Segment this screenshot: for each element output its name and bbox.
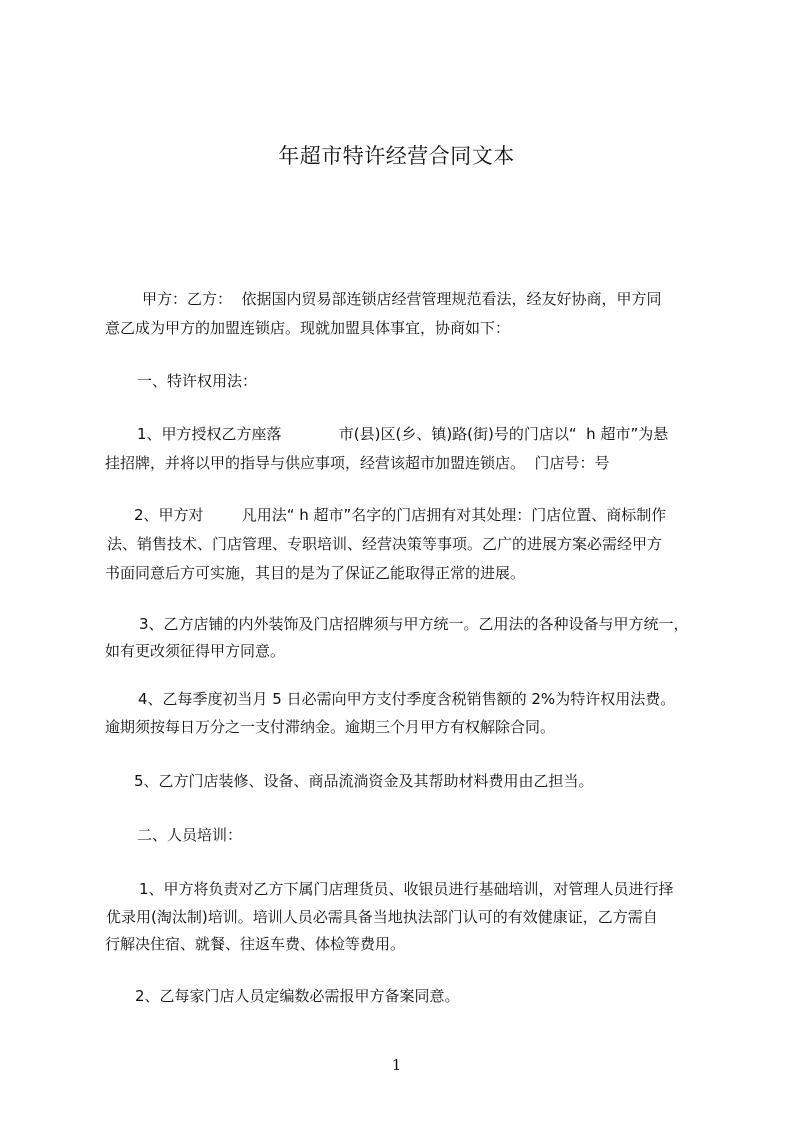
- clause-1-2-line-2: 法、销售技术、门店管理、专职培训、经营决策等事项。乙广的进展方案必需经甲方: [107, 535, 663, 553]
- clause-1-2-line-1: 2、甲方对 凡用法“ h 超市”名字的门店拥有对其处理：门店位置、商标制作: [134, 506, 667, 524]
- clause-1-1-line-2: 挂招牌，并将以甲的指导与供应事项，经营该超市加盟连锁店。 门店号：号: [105, 454, 610, 472]
- clause-1-4-line-1: 4、乙每季度初当月 5 日必需向甲方支付季度含税销售额的 2%为特许权用法费。: [138, 690, 676, 708]
- clause-2-2: 2、乙每家门店人员定编数必需报甲方备案同意。: [135, 987, 460, 1005]
- section-heading-training: 二、人员培训：: [137, 826, 243, 844]
- document-title: 年超市特许经营合同文本: [278, 144, 515, 168]
- intro-line-1: 甲方：乙方： 依据国内贸易部连锁店经营管理规范看法，经友好协商，甲方同: [142, 290, 662, 308]
- intro-line-2: 意乙成为甲方的加盟连锁店。现就加盟具体事宜，协商如下：: [105, 319, 511, 337]
- clause-1-5: 5、乙方门店装修、设备、商品流淌资金及其帮助材料费用由乙担当。: [134, 772, 594, 790]
- clause-1-1-line-1: 1、甲方授权乙方座落 市(县)区(乡、镇)路(街)号的门店以“ h 超市”为悬: [137, 425, 669, 443]
- clause-2-1-line-1: 1、甲方将负责对乙方下属门店理货员、收银员进行基础培训，对管理人员进行择: [139, 880, 674, 898]
- clause-2-1-line-2: 优录用(淘汰制)培训。培训人员必需具备当地执法部门认可的有效健康证，乙方需自: [106, 908, 658, 926]
- page-number: 1: [391, 1056, 402, 1074]
- clause-2-1-line-3: 行解决住宿、就餐、往返车费、体检等费用。: [105, 935, 406, 953]
- clause-1-2-line-3: 书面同意后方可实施，其目的是为了保证乙能取得正常的进展。: [105, 564, 526, 582]
- section-heading-franchise: 一、特许权用法：: [137, 372, 258, 390]
- clause-1-3-line-2: 如有更改须征得甲方同意。: [105, 642, 286, 660]
- clause-1-4-line-2: 逾期须按每日万分之一支付滞纳金。逾期三个月甲方有权解除合同。: [105, 718, 556, 736]
- clause-1-3-line-1: 3、乙方店铺的内外装饰及门店招牌须与甲方统一。乙用法的各种设备与甲方统一，: [139, 615, 689, 633]
